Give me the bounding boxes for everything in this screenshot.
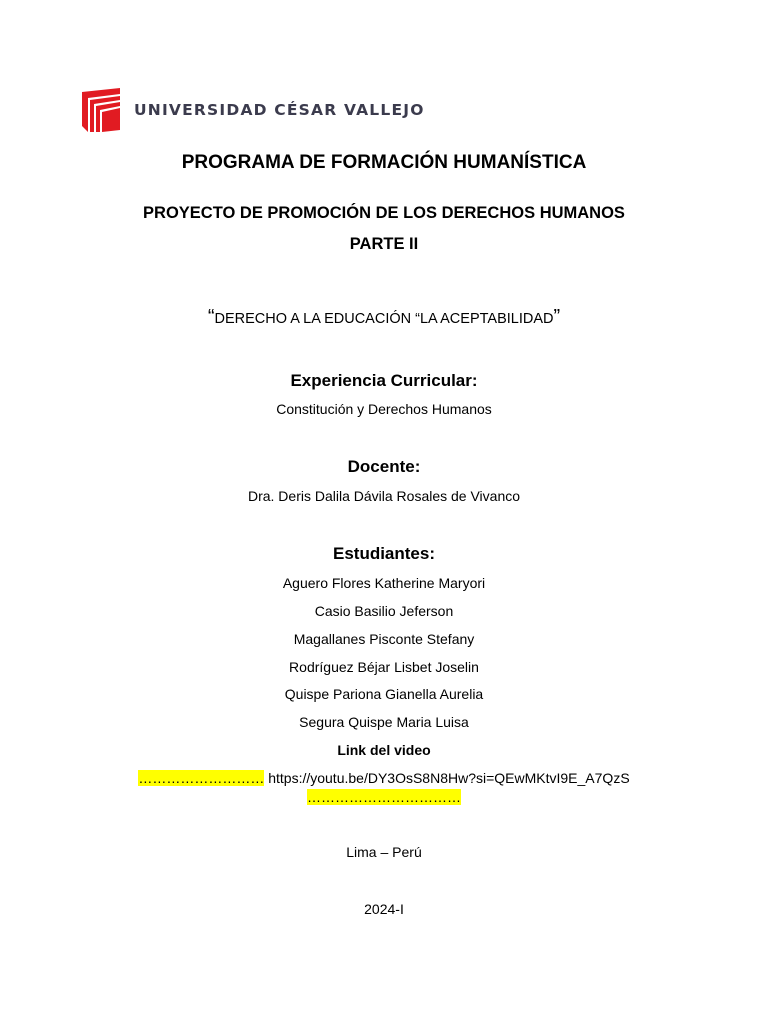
docente-label: Docente: bbox=[347, 457, 421, 476]
open-quote: “ bbox=[207, 306, 215, 328]
program-title: PROGRAMA DE FORMACIÓN HUMANÍSTICA bbox=[181, 152, 587, 173]
project-title: PROYECTO DE PROMOCIÓN DE LOS DERECHOS HUMANOS bbox=[143, 204, 625, 222]
student-name: Magallanes Pisconte Stefany bbox=[293, 631, 475, 647]
close-quote: ” bbox=[553, 306, 561, 328]
place: Lima – Perú bbox=[346, 844, 422, 860]
student-name: Casio Basilio Jeferson bbox=[314, 603, 454, 619]
university-name: UNIVERSIDAD CÉSAR VALLEJO bbox=[134, 101, 425, 119]
student-name: Segura Quispe Maria Luisa bbox=[299, 714, 469, 730]
highlighted-dots: ……………………… bbox=[138, 770, 265, 786]
part-label: PARTE II bbox=[349, 235, 419, 253]
topic-title bbox=[0, 306, 768, 329]
period: 2024-I bbox=[364, 901, 404, 917]
topic-text: DERECHO A LA EDUCACIÓN “LA ACEPTABILIDAD bbox=[214, 311, 554, 327]
curricular-label: Experiencia Curricular: bbox=[290, 371, 478, 390]
university-logo bbox=[80, 86, 425, 134]
student-name: Quispe Pariona Gianella Aurelia bbox=[284, 686, 484, 702]
video-label: Link del video bbox=[337, 742, 431, 758]
student-name: Aguero Flores Katherine Maryori bbox=[282, 575, 486, 591]
university-shield-icon bbox=[80, 86, 122, 134]
video-link-line-2 bbox=[0, 789, 768, 805]
students-label: Estudiantes: bbox=[332, 544, 436, 563]
video-link-line bbox=[0, 770, 768, 786]
docente-value: Dra. Deris Dalila Dávila Rosales de Vivanco bbox=[247, 488, 521, 504]
highlighted-dots: …………………………… bbox=[307, 789, 461, 805]
curricular-value: Constitución y Derechos Humanos bbox=[276, 401, 492, 417]
video-url[interactable]: https://youtu.be/DY3OsS8N8Hw?si=QEwMKtvI9E_A7QzS bbox=[268, 770, 630, 786]
student-name: Rodríguez Béjar Lisbet Joselin bbox=[289, 659, 479, 675]
